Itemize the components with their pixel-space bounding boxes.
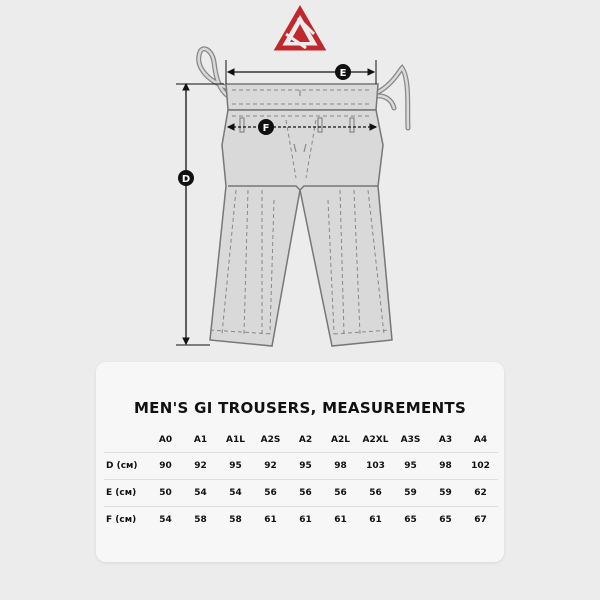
table-cell: 58	[218, 507, 253, 534]
size-header: A0	[158, 435, 173, 445]
dimension-f-label: F	[262, 123, 270, 134]
table-cell: 54	[218, 480, 253, 507]
dimension-e-label: E	[339, 68, 347, 79]
table-cell: 59	[393, 480, 428, 507]
table-row	[104, 480, 498, 507]
table-cell: 90	[148, 453, 183, 480]
row-label: D (см)	[104, 453, 148, 480]
table-cell: 65	[393, 507, 428, 534]
table-cell: 103	[358, 453, 393, 480]
row-label: E (см)	[104, 480, 148, 507]
table-cell: 50	[148, 480, 183, 507]
table-cell: 61	[358, 507, 393, 534]
size-header: A2S	[260, 435, 281, 445]
table-cell: 54	[148, 507, 183, 534]
table-cell: 59	[428, 480, 463, 507]
table-cell: 56	[323, 480, 358, 507]
size-header: A1L	[226, 435, 245, 445]
table-cell: 56	[253, 480, 288, 507]
size-header: A2	[298, 435, 313, 445]
dimension-d-label: D	[181, 174, 191, 185]
table-row	[104, 453, 498, 480]
table-cell: 92	[183, 453, 218, 480]
table-cell: 61	[253, 507, 288, 534]
table-cell: 95	[288, 453, 323, 480]
table-cell: 62	[463, 480, 498, 507]
brand-logo	[278, 10, 322, 48]
row-label: F (см)	[104, 507, 148, 534]
table-cell: 56	[358, 480, 393, 507]
trousers	[210, 84, 392, 346]
size-header: A3S	[400, 435, 421, 445]
table-cell: 102	[463, 453, 498, 480]
size-header: A2XL	[362, 435, 389, 445]
size-header: A2L	[331, 435, 350, 445]
table-row	[104, 507, 498, 534]
table-cell: 92	[253, 453, 288, 480]
table-cell: 67	[463, 507, 498, 534]
corner-cell	[104, 428, 148, 453]
size-table	[104, 428, 498, 533]
table-cell: 54	[183, 480, 218, 507]
table-cell: 65	[428, 507, 463, 534]
table-cell: 98	[428, 453, 463, 480]
size-header-row	[104, 428, 498, 453]
size-header: A1	[193, 435, 208, 445]
table-title: MEN'S GI TROUSERS, MEASUREMENTS	[133, 399, 467, 417]
dimension-e	[226, 60, 376, 84]
size-header: A4	[473, 435, 488, 445]
table-cell: 61	[288, 507, 323, 534]
table-cell: 98	[323, 453, 358, 480]
table-cell: 58	[183, 507, 218, 534]
table-cell: 56	[288, 480, 323, 507]
size-header: A3	[438, 435, 453, 445]
table-cell: 95	[218, 453, 253, 480]
table-cell: 61	[323, 507, 358, 534]
table-cell: 95	[393, 453, 428, 480]
